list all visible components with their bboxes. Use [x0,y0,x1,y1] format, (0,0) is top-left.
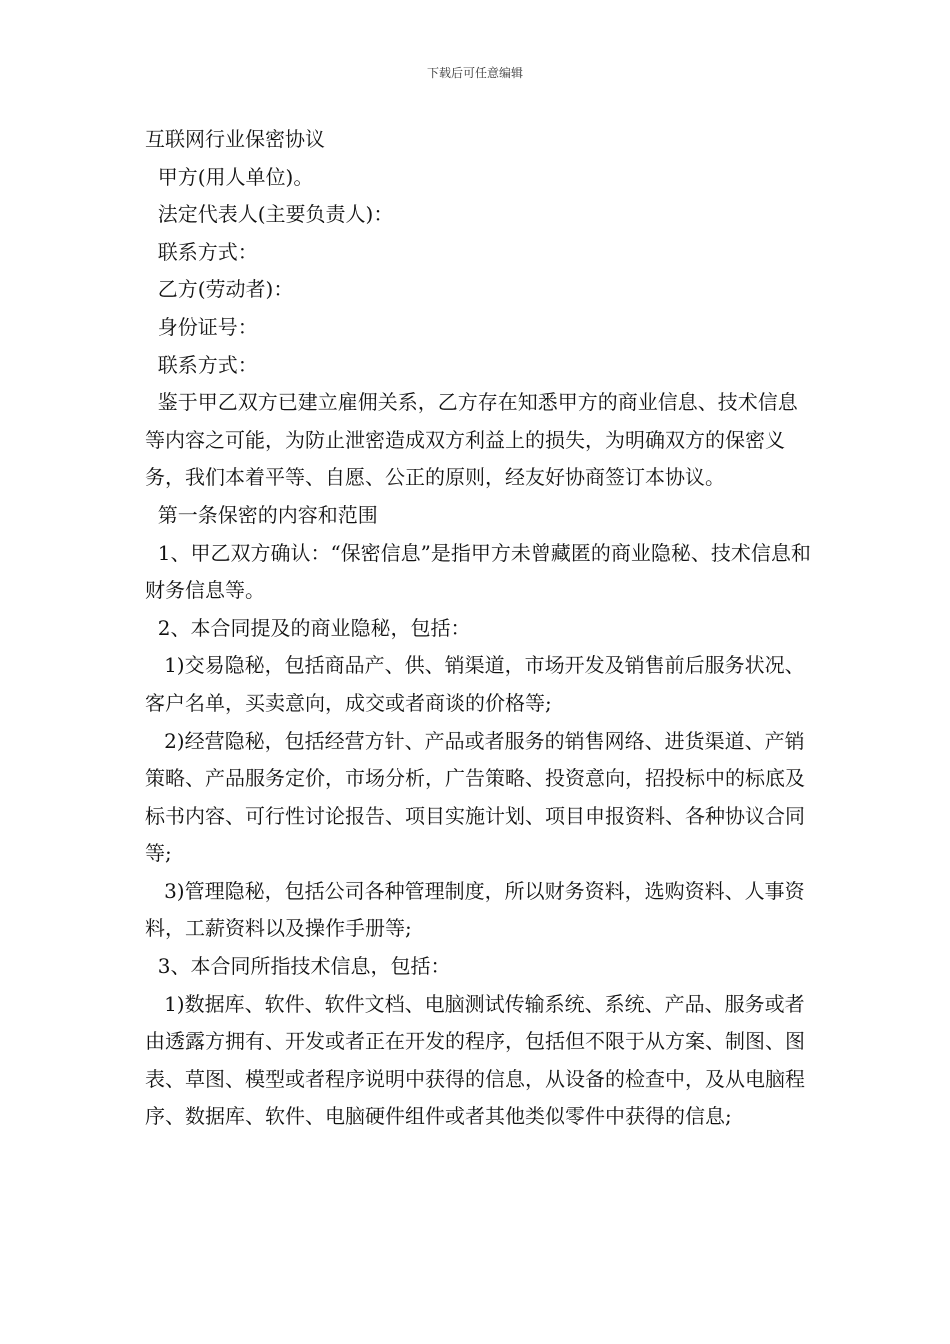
paragraph-preamble: 鉴于甲乙双方已建立雇佣关系，乙方存在知悉甲方的商业信息、技术信息等内容之可能，为防止泄密造成双方利益上的损失，为明确双方的保密义务，我们本着平等、自愿、公正的原则，经友好协商签订本协议。 [145,390,798,490]
paragraph-party-b: 乙方(劳动者)： [145,277,294,302]
paragraph-clause-3-1: 1)数据库、软件、软件文档、电脑测试传输系统、系统、产品、服务或者由透露方拥有、开发或者正在开发的程序，包括但不限于从方案、制图、图表、草图、模型或者程序说明中获得的信息，从设备的检查中，及从电脑程序、数据库、软件、电脑硬件组件或者其他类似零件中获得的信息; [145,991,805,1129]
paragraph-party-a-contact: 联系方式： [145,239,258,264]
paragraph-party-a: 甲方(用人单位)。 [145,164,314,189]
paragraph-id-number: 身份证号： [145,314,258,339]
paragraph-clause-2-3: 3)管理隐秘，包括公司各种管理制度，所以财务资料，选购资料、人事资料，工薪资料以及操作手册等; [145,878,805,941]
paragraph-clause-2-1: 1)交易隐秘，包括商品产、供、销渠道，市场开发及销售前后服务状况、客户名单，买卖意向，成交或者商谈的价格等; [145,653,805,715]
paragraph-legal-representative: 法定代表人(主要负责人)： [145,202,394,227]
paragraph-clause-2-2: 2)经营隐秘，包括经营方针、产品或者服务的销售网络、进货渠道、产销策略、产品服务定价，市场分析，广告策略、投资意向，招投标中的标底及标书内容、可行性讨论报告、项目实施计划、项目申报资料、各种协议合同等; [145,728,805,866]
page-header-note: 下载后可任意编辑 [426,66,523,80]
document-body [145,121,815,1136]
document-title: 互联网行业保密协议 [145,127,325,151]
paragraph-clause-1: 1、甲乙双方确认：“保密信息”是指甲方未曾藏匿的商业隐秘、技术信息和财务信息等。 [145,540,811,603]
paragraph-clause-2: 2、本合同提及的商业隐秘，包括： [145,615,471,640]
paragraph-clause-3: 3、本合同所指技术信息，包括： [145,954,451,979]
paragraph-party-b-contact: 联系方式： [145,352,258,377]
paragraph-article-1-heading: 第一条保密的内容和范围 [145,502,378,527]
